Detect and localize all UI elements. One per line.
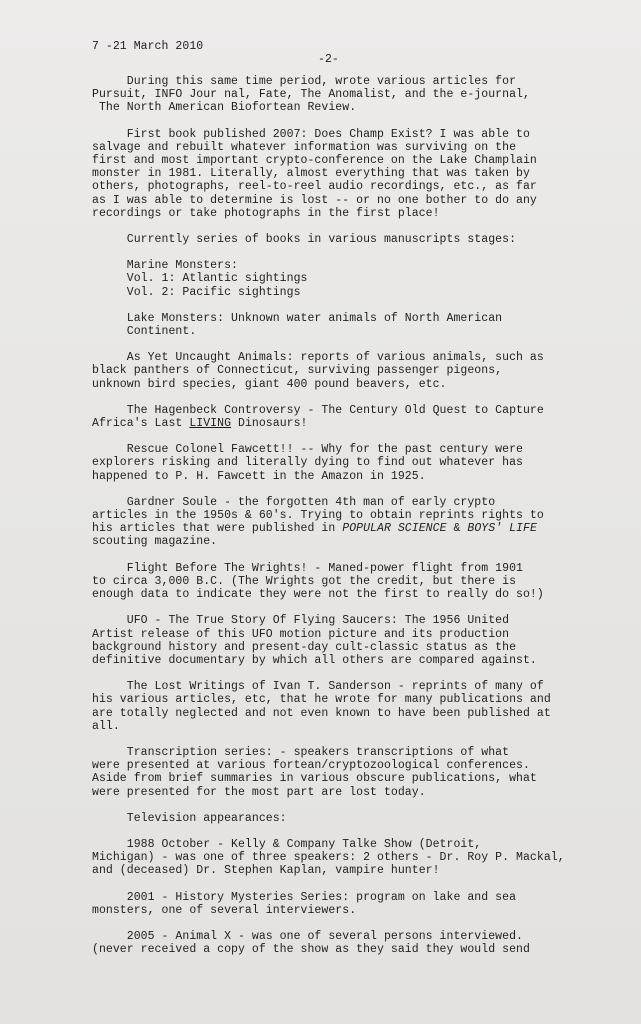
text-line: as I was able to determine is lost -- or no one bother to do any	[92, 193, 537, 207]
text-line: black panthers of Connecticut, surviving passenger pigeons,	[92, 364, 503, 378]
text-line: Vol. 2: Pacific sightings	[92, 285, 301, 299]
text-line: Pursuit, INFO Jour nal, Fate, The Anomalist, and the e-journal,	[92, 88, 530, 102]
text-line: articles in the 1950s & 60's. Trying to obtain reprints rights to	[92, 509, 544, 523]
text-line: The Hagenbeck Controversy - The Century Old Quest to Capture	[92, 403, 544, 417]
text-line: all.	[92, 719, 120, 733]
text-segment: &	[446, 522, 468, 536]
text-line: background history and present-day cult-classic status as the	[92, 640, 517, 654]
text-segment: Africa's Last	[92, 417, 190, 431]
paragraph	[92, 443, 597, 483]
paragraph	[92, 746, 597, 799]
text-line: Currently series of books in various manuscripts stages:	[92, 233, 517, 247]
magazine-title: POPULAR SCIENCE	[342, 522, 447, 536]
text-line: The Lost Writings of Ivan T. Sanderson - reprints of many of	[92, 680, 544, 694]
text-line: explorers risking and literally dying to find out whatever has	[92, 456, 523, 470]
text-line: Flight Before The Wrights! - Maned-power flight from 1901	[92, 561, 523, 575]
text-line: The North American Biofortean Review.	[92, 101, 357, 115]
text-line: Transcription series: - speakers transcriptions of what	[92, 745, 510, 759]
text-line: During this same time period, wrote various articles for	[92, 75, 517, 88]
text-line: Lake Monsters: Unknown water animals of North American	[92, 311, 503, 325]
text-line: Vol. 1: Atlantic sightings	[92, 272, 308, 286]
text-line: Artist release of this UFO motion picture and its production	[92, 627, 510, 641]
paragraph	[92, 614, 597, 667]
text-segment: his articles that were published in	[92, 522, 343, 536]
text-line: (never received a copy of the show as they said they would send	[92, 943, 530, 957]
text-line: 1988 October - Kelly & Company Talke Show (Detroit,	[92, 837, 482, 851]
text-line: recordings or take photographs in the first place!	[92, 206, 440, 220]
text-line: UFO - The True Story Of Flying Saucers: The 1956 United	[92, 614, 510, 628]
text-line: others, photographs, reel-to-reel audio recordings, etc., as far	[92, 180, 537, 194]
text-line: enough data to indicate they were not the first to really do so!)	[92, 588, 544, 602]
document-date: 7 -21 March 2010	[92, 40, 204, 53]
paragraph	[92, 562, 597, 602]
text-line	[92, 417, 597, 430]
paragraph	[92, 496, 597, 549]
text-line: As Yet Uncaught Animals: reports of various animals, such as	[92, 351, 544, 365]
underlined-text: LIVING	[189, 417, 232, 431]
paragraph	[92, 233, 597, 246]
text-line	[92, 522, 597, 535]
text-line: Rescue Colonel Fawcett!! -- Why for the past century were	[92, 443, 523, 457]
text-line: were presented at various fortean/cryptozoological conferences.	[92, 759, 530, 773]
paragraph	[92, 128, 597, 220]
text-line: and (deceased) Dr. Stephen Kaplan, vampire hunter!	[92, 864, 440, 878]
text-line: Aside from brief summaries in various obscure publications, what	[92, 772, 537, 786]
text-line: Marine Monsters:	[92, 259, 238, 273]
text-line: 2005 - Animal X - was one of several persons interviewed.	[92, 929, 523, 943]
text-line: salvage and rebuilt whatever information was surviving on the	[92, 140, 517, 154]
text-line: happened to P. H. Fawcett in the Amazon in 1925.	[92, 469, 426, 483]
text-line: are totally neglected and not even known to have been published at	[92, 706, 551, 720]
text-line: were presented for the most part are lost today.	[92, 785, 426, 799]
text-line: Continent.	[92, 325, 197, 339]
text-line: 2001 - History Mysteries Series: program on lake and sea	[92, 890, 517, 904]
paragraph	[92, 812, 597, 825]
page-number: -2-	[318, 53, 339, 66]
paragraph	[92, 351, 597, 391]
text-line: Gardner Soule - the forgotten 4th man of early crypto	[92, 495, 496, 509]
paragraph	[92, 404, 597, 430]
text-line: First book published 2007: Does Champ Exist? I was able to	[92, 127, 530, 141]
text-line: Television appearances:	[92, 811, 287, 825]
text-line: monsters, one of several interviewers.	[92, 903, 357, 917]
paragraph	[92, 930, 597, 956]
text-line: Michigan) - was one of three speakers: 2 others - Dr. Roy P. Mackal,	[92, 851, 565, 865]
paragraph	[92, 838, 597, 878]
magazine-title: BOYS' LIFE	[467, 522, 537, 536]
text-line: his various articles, etc, that he wrote for many publications and	[92, 693, 551, 707]
text-line: to circa 3,000 B.C. (The Wrights got the credit, but there is	[92, 574, 517, 588]
text-line: scouting magazine.	[92, 535, 218, 549]
text-line: definitive documentary by which all others are compared against.	[92, 653, 537, 667]
paragraph	[92, 680, 597, 733]
text-line: unknown bird species, giant 400 pound beavers, etc.	[92, 377, 447, 391]
text-segment: Dinosaurs!	[231, 417, 308, 431]
paragraph	[92, 312, 597, 338]
paragraph	[92, 891, 597, 917]
text-line: monster in 1981. Literally, almost everything that was taken by	[92, 167, 530, 181]
text-line: first and most important crypto-conference on the Lake Champlain	[92, 154, 537, 168]
document-body	[92, 75, 597, 956]
paragraph	[92, 259, 597, 299]
paragraph	[92, 75, 597, 115]
